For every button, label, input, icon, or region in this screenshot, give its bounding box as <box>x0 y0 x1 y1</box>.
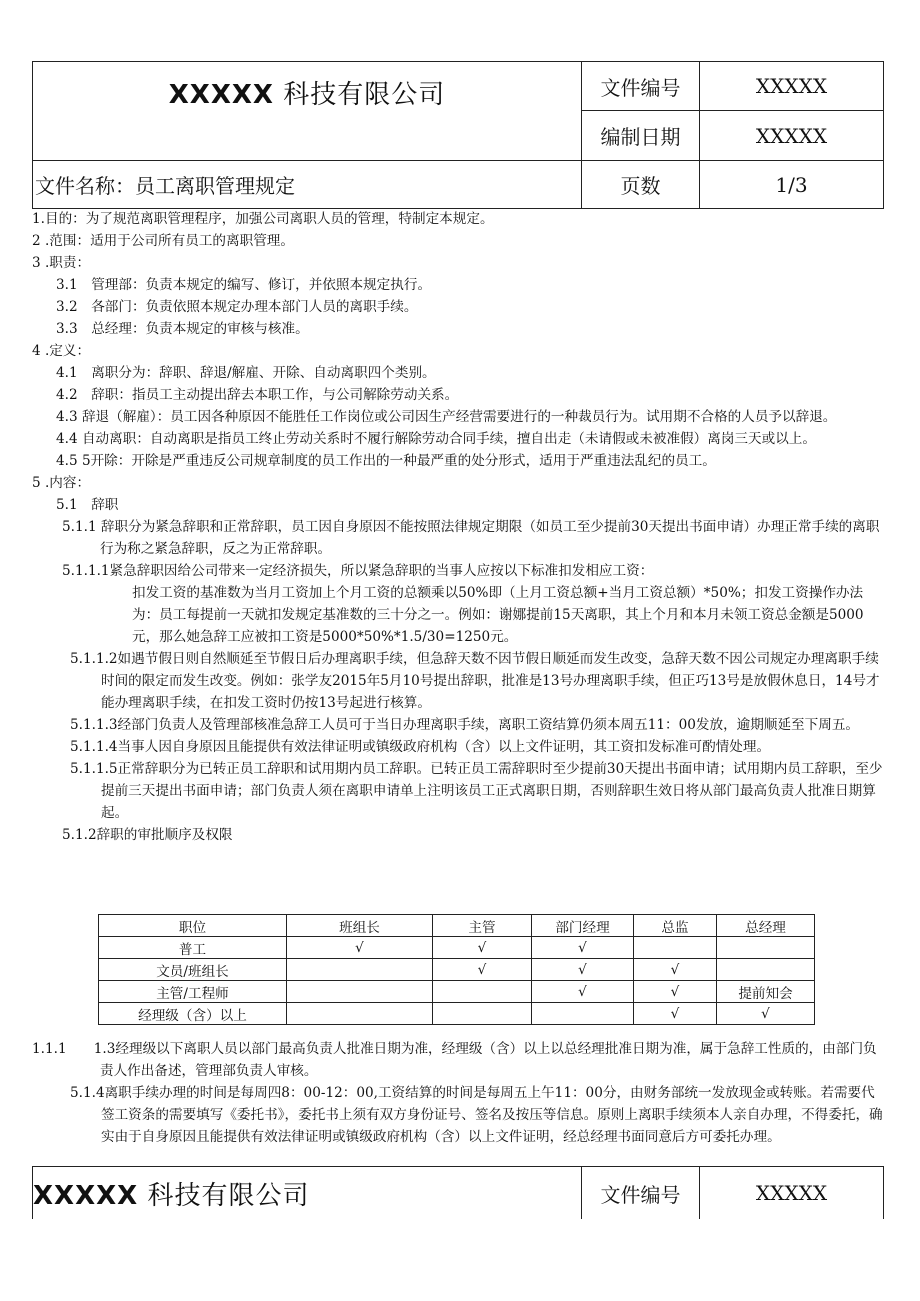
definition-item: 4.3 辞退（解雇）：员工因各种原因不能胜任工作岗位或公司因生产经营需要进行的一种裁员行为。试用期不合格的人员予以辞退。 <box>56 409 837 425</box>
page-label: 页数 <box>582 161 700 209</box>
clause-paragraph: 5.1.1.4当事人因自身原因且能提供有效法律证明或镇级政府机构（含）以上文件证明，其工资扣发标准可酌情处理。 <box>70 739 771 755</box>
table-header-cell: 部门经理 <box>532 915 634 937</box>
section-heading: 5.1 辞职 <box>56 497 119 513</box>
table-cell <box>287 1003 433 1025</box>
table-cell: 普工 <box>99 937 287 959</box>
approval-table <box>98 914 815 1025</box>
date-value: XXXXX <box>700 111 884 161</box>
clause-paragraph: 5.1.1 辞职分为紧急辞职和正常辞职，员工因自身原因不能按照法律规定期限（如员工至少提前30天提出书面申请）办理正常手续的离职行为称之紧急辞职，反之为正常辞职。 <box>62 519 880 557</box>
page-value: 1/3 <box>700 161 884 209</box>
duties-heading: 3 .职责： <box>32 255 91 271</box>
company-title <box>33 1167 582 1220</box>
definitions-heading: 4 .定义： <box>32 343 91 359</box>
clause-paragraph: 5.1.1.2如遇节假日则自然顺延至节假日后办理离职手续，但急辞天数不因节假日顺延而发生改变，急辞天数不因公司规定办理离职手续时间的限定而发生改变。例如：张学友2015年5月10号提出辞职，批准是13号办理离职手续，但正巧13号是放假休息日，14号才能办理离职手续，在扣发工资时仍按13号起进行核算。 <box>70 651 880 711</box>
table-header-row <box>99 915 815 937</box>
table-row <box>99 937 815 959</box>
table-cell: √ <box>634 1003 717 1025</box>
table-header-cell: 总监 <box>634 915 717 937</box>
definition-item: 4.5 5开除：开除是严重违反公司规章制度的员工作出的一种最严重的处分形式，适用于严重违法乱纪的员工。 <box>56 453 716 469</box>
duty-item: 3.1 管理部：负责本规定的编写、修订，并依照本规定执行。 <box>56 277 432 293</box>
table-cell: √ <box>532 959 634 981</box>
clause-paragraph: 5.1.4离职手续办理的时间是每周四8：00-12：00,工资结算的时间是每周五上午11：00分，由财务部统一发放现金或转账。若需要代签工资条的需要填写《委托书》，委托书上须有双方身份证号、签名及按压等信息。原则上离职手续须本人亲自办理，不得委托，确实由于自身原因且能提供有效法律证明或镇级政府机构（含）以上文件证明，经总经理书面同意后方可委托办理。 <box>70 1085 883 1145</box>
table-header-cell: 职位 <box>99 915 287 937</box>
table-cell: √ <box>433 937 532 959</box>
definition-item: 4.2 辞职：指员工主动提出辞去本职工作，与公司解除劳动关系。 <box>56 387 459 403</box>
table-cell <box>717 937 815 959</box>
table-cell <box>287 981 433 1003</box>
clause-paragraph: 扣发工资的基准数为当月工资加上个月工资的总额乘以50%即（上月工资总额+当月工资总额）*50%；扣发工资操作办法为：员工每提前一天就扣发规定基准数的三十分之一。例如：谢娜提前15天离职，其上个月和本月未领工资总金额是5000元，那么她急辞工应被扣工资是5000*50%*1.5/30=1250元。 <box>132 585 864 645</box>
doc-no-label: 文件编号 <box>582 1167 700 1220</box>
table-cell <box>717 959 815 981</box>
table-header-cell: 主管 <box>433 915 532 937</box>
table-cell <box>433 1003 532 1025</box>
table-cell: √ <box>532 937 634 959</box>
clause-paragraph: 5.1.1.3经部门负责人及管理部核准急辞工人员可于当日办理离职手续，离职工资结算仍须本周五11：00发放，逾期顺延至下周五。 <box>70 717 860 733</box>
table-cell: 经理级（含）以上 <box>99 1003 287 1025</box>
doc-no-value: XXXXX <box>700 62 884 111</box>
scope-line: 2 .范围：适用于公司所有员工的离职管理。 <box>32 233 294 249</box>
table-cell: √ <box>634 981 717 1003</box>
doc-no-label: 文件编号 <box>582 62 700 111</box>
clause-paragraph: 5.1.1.1紧急辞职因给公司带来一定经济损失，所以紧急辞职的当事人应按以下标准扣发相应工资： <box>62 563 654 579</box>
definition-item: 4.4 自动离职：自动离职是指员工终止劳动关系时不履行解除劳动合同手续，擅自出走（未请假或未被准假）离岗三天或以上。 <box>56 431 816 447</box>
table-cell: 提前知会 <box>717 981 815 1003</box>
doc-no-value: XXXXX <box>700 1167 884 1220</box>
duty-item: 3.2 各部门：负责依照本规定办理本部门人员的离职手续。 <box>56 299 418 315</box>
table-cell: 主管/工程师 <box>99 981 287 1003</box>
table-cell <box>634 937 717 959</box>
table-row <box>99 959 815 981</box>
company-name: 科技有限公司 <box>147 1180 310 1211</box>
table-cell <box>532 1003 634 1025</box>
document-body <box>32 208 887 846</box>
document-body-continued <box>32 1038 887 1148</box>
table-cell: √ <box>717 1003 815 1025</box>
company-code: XXXXX <box>33 1180 139 1211</box>
table-cell <box>287 959 433 981</box>
date-label: 编制日期 <box>582 111 700 161</box>
file-name: 文件名称：员工离职管理规定 <box>33 161 582 209</box>
content-heading: 5 .内容： <box>32 475 91 491</box>
table-header-cell: 班组长 <box>287 915 433 937</box>
clause-paragraph: 1.1.1 1.3经理级以下离职人员以部门最高负责人批准日期为准，经理级（含）以上以总经理批准日期为准，属于急辞工性质的，由部门负责人作出备述，管理部负责人审核。 <box>32 1041 877 1079</box>
company-name: 科技有限公司 <box>283 80 446 110</box>
table-cell: √ <box>634 959 717 981</box>
clause-paragraph: 5.1.1.5正常辞职分为已转正员工辞职和试用期内员工辞职。已转正员工需辞职时至少提前30天提出书面申请；试用期内员工辞职，至少提前三天提出书面申请；部门负责人须在离职申请单上注明该员工正式离职日期，否则辞职生效日将从部门最高负责人批准日期算起。 <box>70 761 883 821</box>
document-header-table <box>32 61 884 209</box>
table-cell <box>433 981 532 1003</box>
table-cell: √ <box>532 981 634 1003</box>
table-row <box>99 981 815 1003</box>
table-cell: 文员/班组长 <box>99 959 287 981</box>
table-row <box>99 1003 815 1025</box>
table-caption: 5.1.2辞职的审批顺序及权限 <box>62 827 233 843</box>
table-cell: √ <box>287 937 433 959</box>
next-page-header-table <box>32 1166 884 1219</box>
purpose-line: 1.目的：为了规范离职管理程序，加强公司离职人员的管理，特制定本规定。 <box>32 211 494 227</box>
duty-item: 3.3 总经理：负责本规定的审核与核准。 <box>56 321 309 337</box>
company-title <box>33 62 582 161</box>
table-cell: √ <box>433 959 532 981</box>
table-header-cell: 总经理 <box>717 915 815 937</box>
company-code: XXXXX <box>168 80 274 110</box>
definition-item: 4.1 离职分为：辞职、辞退/解雇、开除、自动离职四个类别。 <box>56 365 436 381</box>
